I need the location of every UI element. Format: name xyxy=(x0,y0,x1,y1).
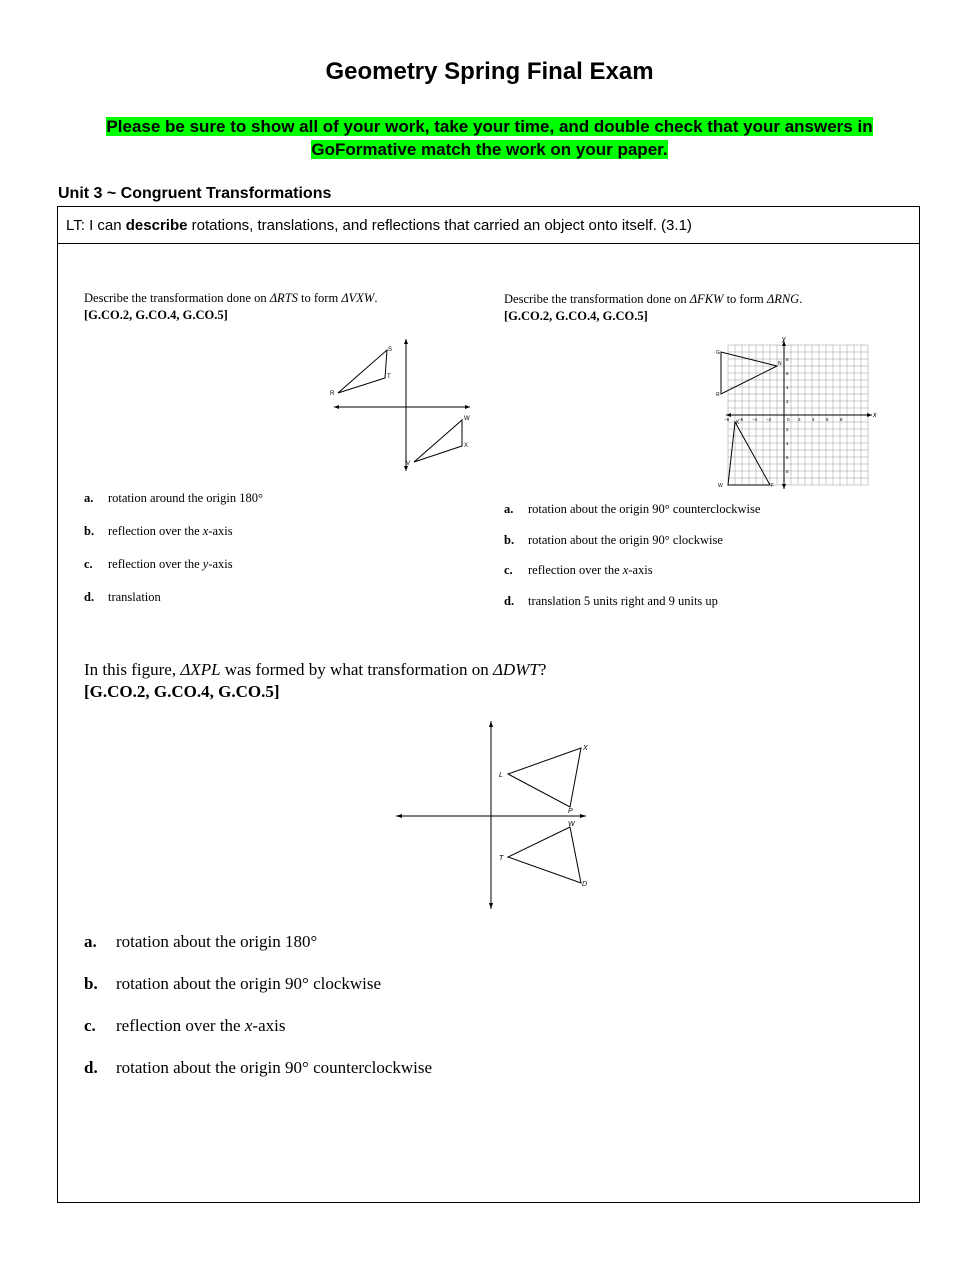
q2-tick-x: 2 xyxy=(798,417,801,422)
q1-option-b[interactable]: b. reflection over the x-axis xyxy=(84,524,233,538)
q2-label-x-axis: x xyxy=(873,412,877,419)
q2-tick-x: 0 xyxy=(787,417,790,422)
learning-target xyxy=(58,207,919,244)
q3-label-l: L xyxy=(499,772,503,779)
q3-label-t: T xyxy=(499,855,504,862)
unit-heading: Unit 3 ~ Congruent Transformations xyxy=(58,185,332,202)
q2-tick-y: 4 xyxy=(786,385,789,390)
q2-tick-y: 8 xyxy=(786,469,789,474)
q3-option-b[interactable]: b. rotation about the origin 90° clockwise xyxy=(84,974,382,993)
q1-standards: [G.CO.2, G.CO.4, G.CO.5] xyxy=(84,308,228,322)
q1-label-t: T xyxy=(387,374,391,380)
note-line-2: GoFormative match the work on your paper. xyxy=(311,140,668,159)
question-2 xyxy=(504,291,904,325)
q3-label-x: X xyxy=(583,745,588,752)
q3-label-w: W xyxy=(568,821,575,828)
page-title: Geometry Spring Final Exam xyxy=(325,58,654,85)
q2-tick-y: 2 xyxy=(786,427,789,432)
q3-option-a[interactable]: a. rotation about the origin 180° xyxy=(84,932,318,951)
q2-option-a[interactable]: a. rotation about the origin 90° counterclockwise xyxy=(504,502,761,516)
q2-label-n: N xyxy=(778,361,782,367)
q3-label-d: D xyxy=(582,881,588,888)
q1-label-v: V xyxy=(406,461,411,467)
q2-standards: [G.CO.2, G.CO.4, G.CO.5] xyxy=(504,309,648,323)
q2-tick-y: 8 xyxy=(786,357,789,362)
q1-label-s: S xyxy=(388,347,393,353)
q3-option-d[interactable]: d. rotation about the origin 90° counterclockwise xyxy=(84,1058,433,1077)
q2-option-b[interactable]: b. rotation about the origin 90° clockwise xyxy=(504,533,723,547)
q2-prompt: Describe the transformation done on ΔFKW to form ΔRNG. xyxy=(504,292,803,306)
q2-tick-x: −8 xyxy=(724,417,730,422)
q3-standards: [G.CO.2, G.CO.4, G.CO.5] xyxy=(84,682,280,701)
q1-option-d[interactable]: d. translation xyxy=(84,590,161,604)
q2-option-c[interactable]: c. reflection over the x-axis xyxy=(504,563,653,577)
q2-label-y-axis: y xyxy=(782,336,786,343)
q3-label-p: P xyxy=(568,808,573,815)
q1-label-r: R xyxy=(330,391,335,397)
instructions-note xyxy=(60,115,919,161)
question-3 xyxy=(84,659,784,703)
note-line-1: Please be sure to show all of your work, take your time, and double check that your answers in xyxy=(106,117,873,136)
q2-tick-x: 4 xyxy=(812,417,815,422)
q2-tick-y: 6 xyxy=(786,371,789,376)
q2-tick-x: 8 xyxy=(840,417,843,422)
q1-option-c[interactable]: c. reflection over the y-axis xyxy=(84,557,233,571)
q2-tick-y: 6 xyxy=(786,455,789,460)
q2-label-k: K xyxy=(736,420,740,426)
q2-tick-x: −4 xyxy=(752,417,758,422)
q2-option-d[interactable]: d. translation 5 units right and 9 units up xyxy=(504,594,718,608)
q3-graph xyxy=(393,718,598,913)
q2-tick-y: 4 xyxy=(786,441,789,446)
q1-option-a[interactable]: a. rotation around the origin 180° xyxy=(84,491,263,505)
q3-option-c[interactable]: c. reflection over the x-axis xyxy=(84,1016,286,1035)
q2-tick-y: 2 xyxy=(786,399,789,404)
lt-bold: describe xyxy=(125,217,188,234)
lt-prefix: LT: I can xyxy=(66,217,126,234)
q2-label-f: F xyxy=(771,483,775,489)
q1-label-x: X xyxy=(464,443,469,449)
q2-tick-x: −2 xyxy=(766,417,772,422)
q3-prompt: In this figure, ΔXPL was formed by what transformation on ΔDWT? xyxy=(84,660,547,679)
q2-label-r: R xyxy=(716,392,720,398)
q1-graph xyxy=(328,335,476,475)
q2-graph xyxy=(716,335,880,491)
question-box xyxy=(57,206,920,1203)
q2-tick-x: −6 xyxy=(738,417,744,422)
q1-prompt: Describe the transformation done on ΔRTS to form ΔVXW. xyxy=(84,291,378,305)
lt-suffix: rotations, translations, and reflections that carried an object onto itself. (3.1) xyxy=(187,217,692,234)
q2-tick-x: 6 xyxy=(826,417,829,422)
q2-label-g: G xyxy=(716,350,720,356)
q2-label-w: W xyxy=(718,483,723,489)
q1-label-w: W xyxy=(464,416,470,422)
question-1 xyxy=(84,290,484,324)
